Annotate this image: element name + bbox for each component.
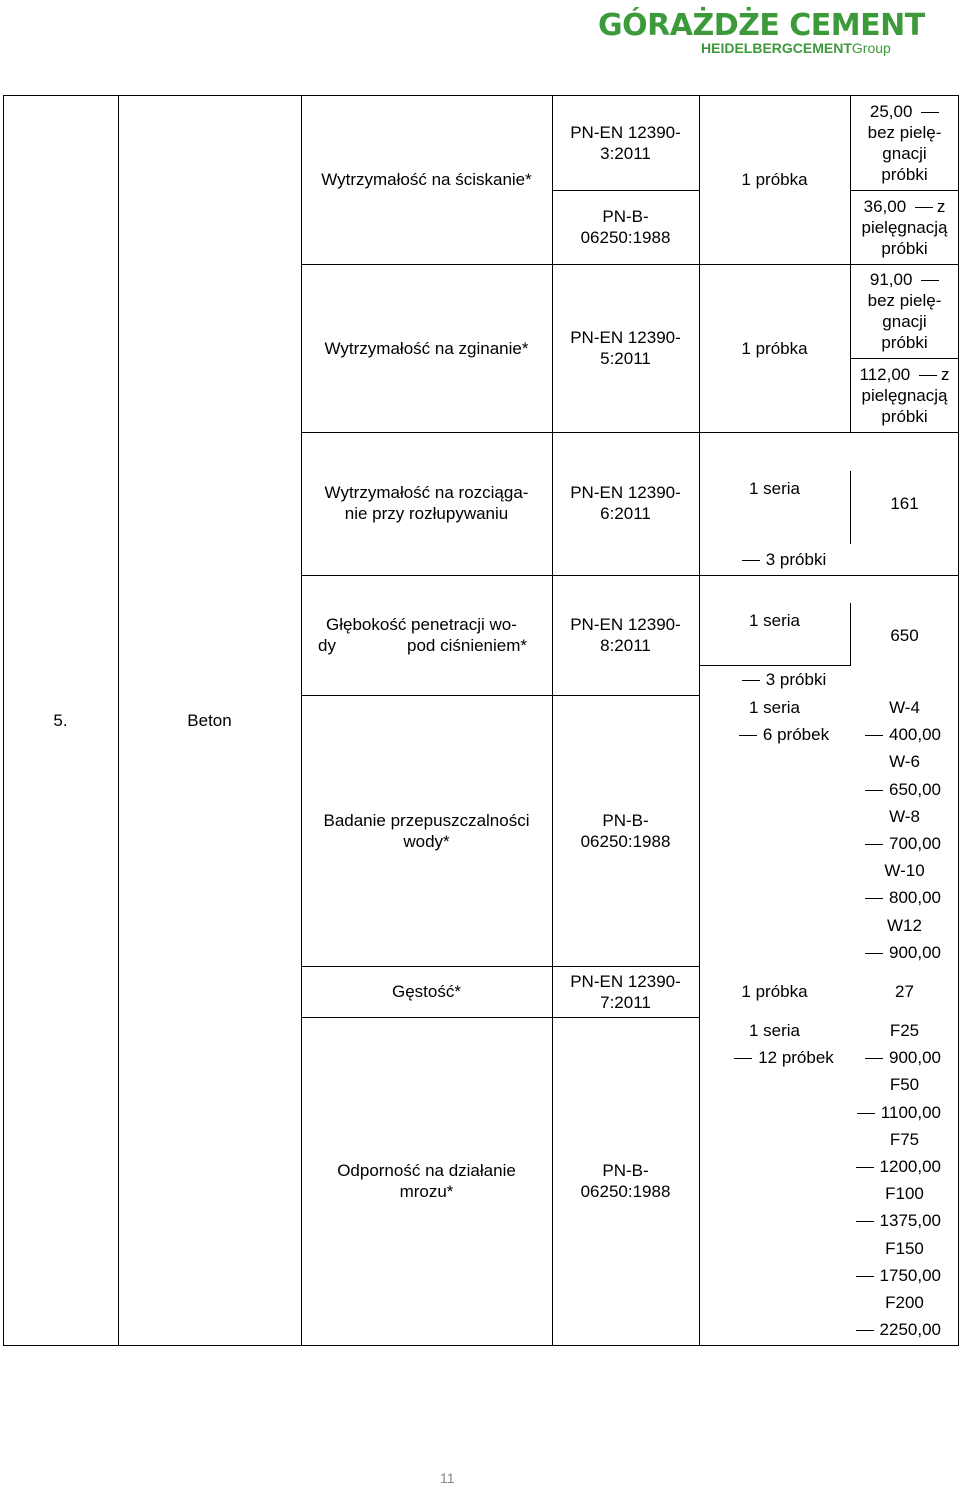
company-logo	[598, 8, 925, 56]
grade-label: F50	[889, 1075, 920, 1095]
grade-price: 1750,00	[850, 1265, 959, 1286]
divider	[552, 95, 553, 1346]
divider	[301, 966, 699, 967]
grade-label: F100	[885, 1184, 924, 1204]
price-bending-uncured: 91,00 bez pielę- gnacji próbki	[867, 270, 942, 352]
standard-compression-1: PN-EN 12390- 3:2011	[570, 123, 681, 163]
grade-label: F150	[885, 1238, 924, 1258]
sample-permeability-set: 1 seria	[748, 698, 801, 717]
grade-price: 400,00	[850, 724, 959, 745]
test-name-compression: Wytrzymałość na ściskanie*	[321, 170, 532, 189]
standard-bending: PN-EN 12390- 5:2011	[570, 328, 681, 368]
sample-penetration-count: 3 próbki	[699, 669, 869, 690]
grade-price: 2250,00	[850, 1319, 959, 1340]
grade-price: 650,00	[850, 779, 959, 800]
divider	[699, 665, 851, 666]
test-name-frost: Odporność na działanie mrozu*	[337, 1161, 516, 1201]
sample-frost-set: 1 seria	[748, 1021, 801, 1040]
grade-price: 700,00	[850, 833, 959, 854]
grade-label: W-8	[889, 806, 920, 826]
sample-bending: 1 próbka	[741, 339, 808, 358]
divider	[850, 358, 959, 359]
standard-splitting: PN-EN 12390- 6:2011	[570, 483, 681, 523]
price-compression-cured: 36,00 z pielęgnacją próbki	[861, 197, 948, 258]
grade-price: 900,00	[850, 942, 959, 963]
grade-price: 1200,00	[850, 1156, 959, 1177]
sample-density: 1 próbka	[741, 982, 808, 1001]
divider	[699, 95, 700, 1346]
group-name: HEIDELBERGCEMENTGroup	[701, 40, 891, 56]
grade-price: 800,00	[850, 887, 959, 908]
test-name-splitting: Wytrzymałość na rozciąga- nie przy rozłupywaniu	[324, 483, 529, 523]
test-name-permeability: Badanie przepuszczalności wody*	[323, 811, 530, 851]
grade-price: 1375,00	[850, 1210, 959, 1231]
divider	[850, 190, 959, 191]
grade-label: F25	[889, 1021, 920, 1040]
test-name-bending: Wytrzymałość na zginanie*	[324, 339, 529, 358]
sample-permeability-count: 6 próbek	[699, 724, 869, 745]
grade-label: W-6	[889, 752, 920, 772]
page-number: 11	[440, 1470, 455, 1486]
grade-label: F75	[889, 1129, 920, 1149]
sample-penetration-set: 1 seria	[748, 611, 801, 630]
sample-compression: 1 próbka	[741, 170, 808, 189]
grade-label: W12	[887, 915, 922, 935]
test-name-penetration-line1: Głębokość penetracji wo-	[326, 615, 517, 634]
test-name-penetration-line2a: dy	[318, 636, 336, 655]
divider	[552, 190, 699, 191]
sample-frost-count: 12 próbek	[699, 1047, 869, 1068]
grade-label: W-4	[889, 698, 920, 717]
price-compression-uncured: 25,00 bez pielę- gnacji próbki	[867, 102, 942, 184]
test-name-penetration-line2b: pod ciśnieniem*	[407, 636, 528, 655]
sample-splitting-count: 3 próbki	[699, 549, 869, 570]
material-name: Beton	[187, 711, 232, 730]
standard-frost: PN-B- 06250:1988	[580, 1161, 671, 1201]
price-splitting: 161	[890, 494, 919, 513]
divider	[301, 575, 959, 576]
standard-density: PN-EN 12390- 7:2011	[570, 972, 681, 1012]
row-number: 5.	[53, 711, 68, 730]
standard-compression-2: PN-B- 06250:1988	[580, 207, 671, 247]
test-name-density: Gęstość*	[392, 982, 461, 1001]
brand-name: GÓRAŻDŻE CEMENT	[598, 8, 925, 43]
divider	[301, 695, 699, 696]
divider	[301, 95, 302, 1346]
sample-splitting-set: 1 seria	[748, 479, 801, 498]
grade-price: 1100,00	[850, 1102, 959, 1123]
price-bending-cured: 112,00 z pielęgnacją próbki	[859, 365, 950, 426]
divider	[301, 264, 959, 265]
grade-label: W-10	[884, 861, 925, 881]
standard-permeability: PN-B- 06250:1988	[580, 811, 671, 851]
divider	[301, 432, 959, 433]
price-penetration: 650	[890, 626, 919, 645]
standard-penetration: PN-EN 12390- 8:2011	[570, 615, 681, 655]
divider	[301, 1017, 699, 1018]
grade-price: 900,00	[850, 1047, 959, 1068]
grade-label: F200	[885, 1293, 924, 1312]
price-density: 27	[895, 982, 914, 1001]
